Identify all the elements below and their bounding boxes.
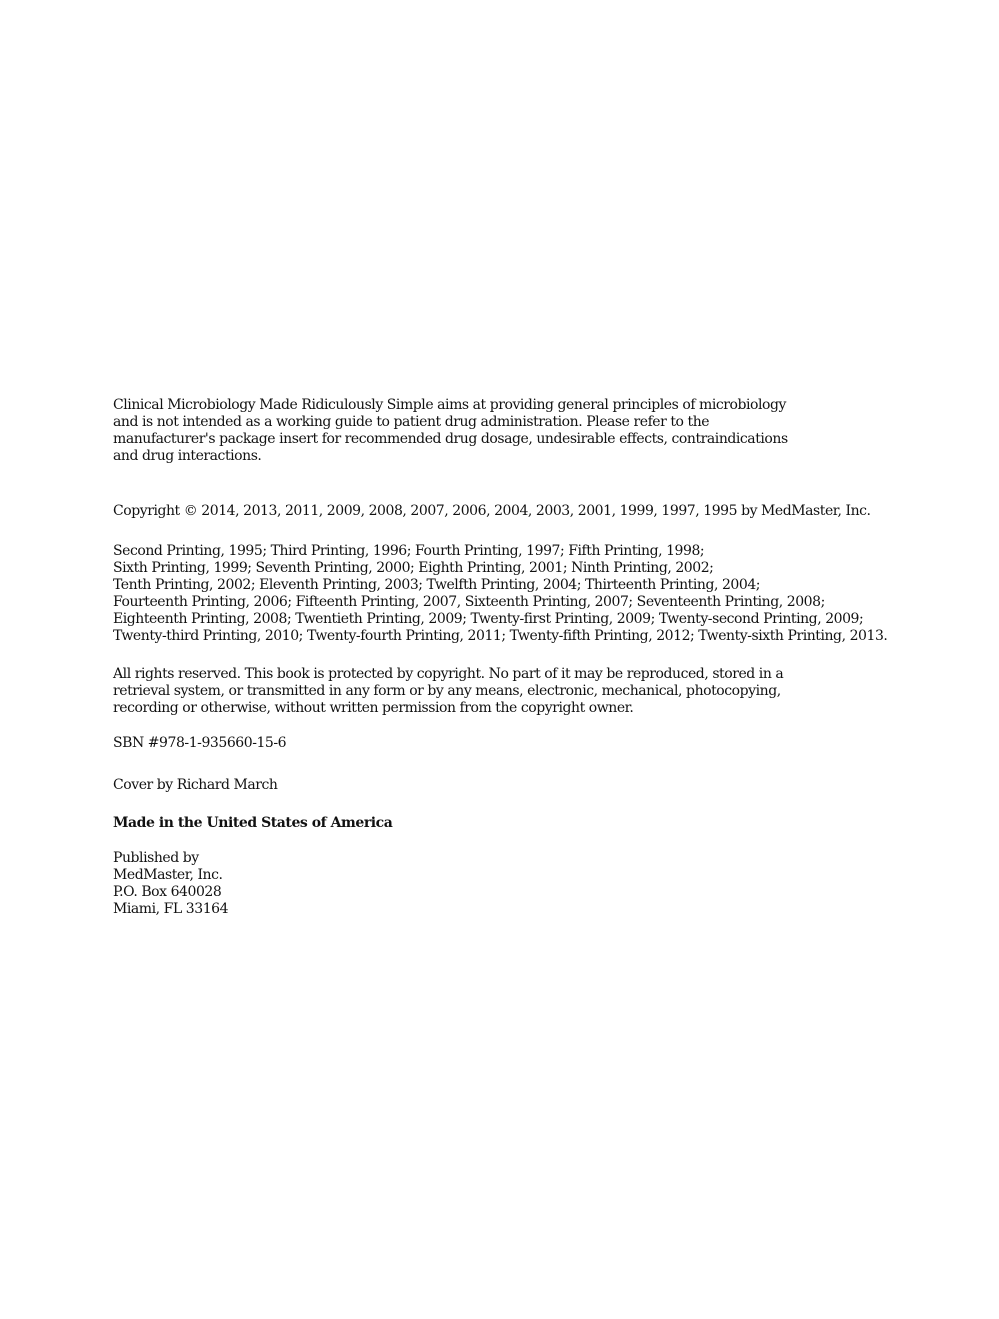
rights-line: recording or otherwise, without written permission from the copyright owner. [113, 700, 634, 716]
rights-line: retrieval system, or transmitted in any form or by any means, electronic, mechanical, photocopying, [113, 683, 781, 699]
copyright-line: Copyright © 2014, 2013, 2011, 2009, 2008, 2007, 2006, 2004, 2003, 2001, 1999, 1997, 1995 by MedMaster, Inc. [113, 503, 871, 519]
printing-line: Fourteenth Printing, 2006; Fifteenth Printing, 2007, Sixteenth Printing, 2007; Seventeenth Printing, 2008; [113, 594, 825, 610]
printing-history [113, 543, 903, 645]
cover-credit [113, 777, 903, 794]
rights-line: All rights reserved. This book is protected by copyright. No part of it may be reproduced, stored in a [113, 666, 784, 682]
cover-credit-line: Cover by Richard March [113, 777, 278, 793]
isbn-number [113, 735, 903, 752]
disclaimer-line: Clinical Microbiology Made Ridiculously Simple aims at providing general principles of microbiology [113, 397, 787, 413]
copyright-notice [113, 503, 903, 520]
printing-line: Sixth Printing, 1999; Seventh Printing, 2000; Eighth Printing, 2001; Ninth Printing, 2002; [113, 560, 714, 576]
rights-reserved-paragraph [113, 666, 903, 717]
printing-line: Twenty-third Printing, 2010; Twenty-fourth Printing, 2011; Twenty-fifth Printing, 2012; Twenty-sixth Printing, 2013. [113, 628, 888, 644]
country-of-manufacture [113, 815, 903, 832]
isbn-line: SBN #978-1-935660-15-6 [113, 735, 287, 751]
printing-line: Eighteenth Printing, 2008; Twentieth Printing, 2009; Twenty-first Printing, 2009; Twenty-second Printing, 2009; [113, 611, 864, 627]
publisher-address [113, 850, 903, 918]
publisher-po-box: P.O. Box 640028 [113, 884, 222, 900]
publisher-line: Published by [113, 850, 199, 866]
printing-line: Second Printing, 1995; Third Printing, 1996; Fourth Printing, 1997; Fifth Printing, 1998; [113, 543, 705, 559]
printing-line: Tenth Printing, 2002; Eleventh Printing, 2003; Twelfth Printing, 2004; Thirteenth Printing, 2004; [113, 577, 761, 593]
disclaimer-line: and drug interactions. [113, 448, 262, 464]
publisher-city: Miami, FL 33164 [113, 901, 229, 917]
disclaimer-line: manufacturer's package insert for recommended drug dosage, undesirable effects, contraindications [113, 431, 788, 447]
disclaimer-paragraph [113, 397, 903, 465]
disclaimer-line: and is not intended as a working guide to patient drug administration. Please refer to the [113, 414, 710, 430]
publisher-name: MedMaster, Inc. [113, 867, 223, 883]
made-in-line: Made in the United States of America [113, 815, 393, 831]
